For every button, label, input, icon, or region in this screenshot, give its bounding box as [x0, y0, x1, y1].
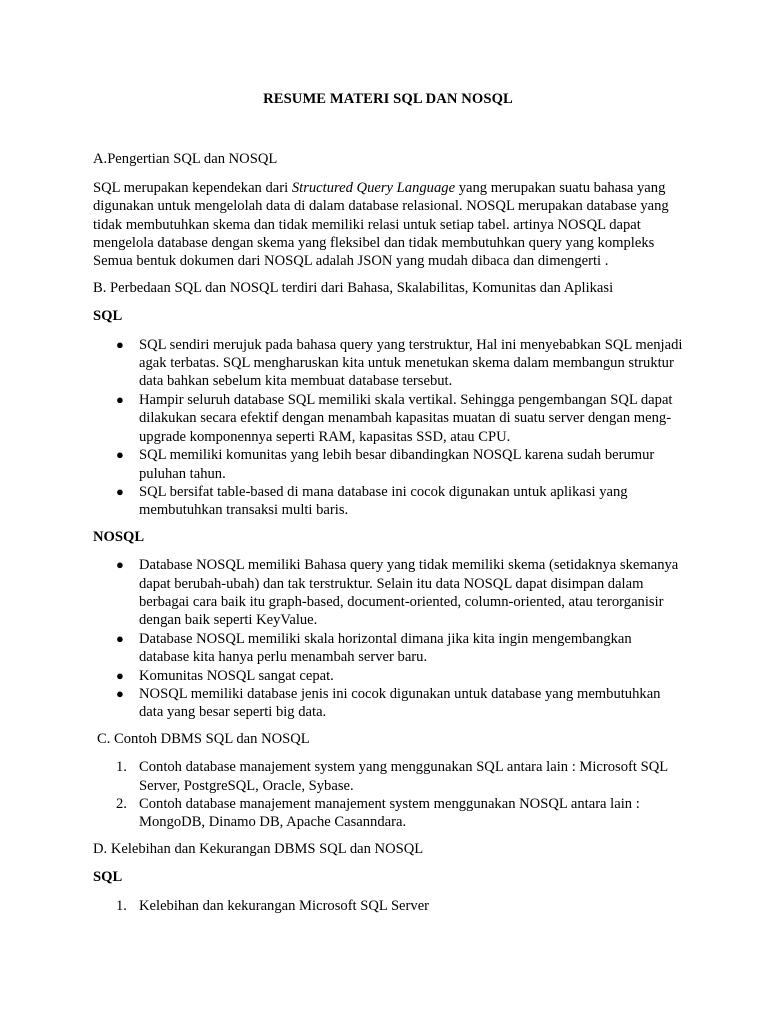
list-item-text: Contoh database manajement manajement system menggunakan NOSQL antara lain : MongoDB, Dinamo DB, Apache Casanndara. [139, 796, 640, 831]
list-item [93, 795, 683, 832]
bullet-icon: ● [116, 685, 124, 701]
bullet-icon: ● [116, 630, 124, 646]
list-number: 1. [116, 759, 127, 776]
section-b-nosql-label: NOSQL [93, 528, 145, 545]
bullet-icon: ● [116, 447, 124, 463]
section-a-text-1: SQL merupakan kependekan dari [93, 179, 292, 196]
document-title: RESUME MATERI SQL DAN NOSQL [263, 91, 513, 107]
list-item-text: Database NOSQL memiliki skala horizontal dimana jika kita ingin mengembangkan database kita hanya perlu menambah server baru. [139, 630, 632, 666]
nosql-bullet-list [93, 556, 683, 722]
sql-bullet-list [93, 336, 683, 520]
list-item-text: Komunitas NOSQL sangat cepat. [139, 667, 334, 684]
list-item [93, 630, 683, 667]
list-item [93, 897, 683, 915]
list-item [93, 446, 683, 483]
document-page [93, 90, 683, 923]
list-item [93, 667, 683, 685]
bullet-icon: ● [116, 483, 124, 499]
list-item-text: NOSQL memiliki database jenis ini cocok digunakan untuk database yang membutuhkan data yang besar seperti big data. [139, 685, 661, 721]
list-number: 1. [116, 897, 127, 914]
bullet-icon: ● [116, 391, 124, 407]
section-a-italic: Structured Query Language [291, 179, 456, 196]
list-item-text: Kelebihan dan kekurangan Microsoft SQL Server [139, 897, 430, 914]
list-item-text: Contoh database manajement system yang menggunakan SQL antara lain : Microsoft SQL Server, PostgreSQL, Oracle, Sybase. [139, 759, 668, 794]
list-item [93, 336, 683, 391]
list-item [93, 556, 683, 630]
list-item-text: SQL memiliki komunitas yang lebih besar dibandingkan NOSQL karena sudah berumur puluhan tahun. [139, 447, 655, 482]
section-a-paragraph [93, 179, 683, 271]
list-item [93, 391, 683, 446]
section-d-heading: D. Kelebihan dan Kekurangan DBMS SQL dan NOSQL [93, 840, 424, 857]
list-item-text: Hampir seluruh database SQL memiliki skala vertikal. Sehingga pengembangan SQL dapat dilakukan secara efektif dengan menambah kapasitas muatan di suatu server dengan meng-upgrade komponennya seperti RAM, kapasitas SSD, atau CPU. [139, 391, 673, 445]
section-c-numbered-list [93, 758, 683, 832]
section-b-heading: B. Perbedaan SQL dan NOSQL terdiri dari Bahasa, Skalabilitas, Komunitas dan Aplikasi [93, 279, 614, 296]
list-item-text: SQL bersifat table-based di mana database ini cocok digunakan untuk aplikasi yang membutuhkan transaksi multi baris. [139, 483, 628, 519]
section-a-heading: A.Pengertian SQL dan NOSQL [93, 151, 278, 168]
bullet-icon: ● [116, 667, 124, 683]
bullet-icon: ● [116, 336, 124, 352]
section-b-sql-label: SQL [93, 308, 123, 325]
list-number: 2. [116, 796, 127, 812]
section-c-heading: C. Contoh DBMS SQL dan NOSQL [97, 730, 310, 747]
list-item-text: SQL sendiri merujuk pada bahasa query yang terstruktur, Hal ini menyebabkan SQL menjadi agak terbatas. SQL mengharuskan kita untuk menetukan skema dalam membangun struktur data bahkan sebelum kita membuat database tersebut. [139, 336, 683, 390]
section-a-text-2: yang merupakan suatu bahasa yang digunakan untuk mengelolah data di dalam database relasional. NOSQL merupakan database yang tidak membutuhkan skema dan tidak memiliki relasi untuk setiap tabel. artinya NOSQL dapat mengelola database dengan skema yang fleksibel dan tidak membutuhkan query yang kompleks Semua bentuk dokumen dari NOSQL adalah JSON yang mudah dibaca dan dimengerti . [93, 179, 669, 270]
list-item [93, 758, 683, 795]
section-d-sql-label: SQL [93, 869, 123, 886]
section-d-numbered-list [93, 897, 683, 915]
list-item-text: Database NOSQL memiliki Bahasa query yang tidak memiliki skema (setidaknya skemanya dapat berubah-ubah) dan tak terstruktur. Selain itu data NOSQL dapat disimpan dalam berbagai cara baik itu graph-based, document-oriented, column-oriented, atau terorganisir dengan baik seperti KeyValue. [139, 557, 679, 629]
list-item [93, 685, 683, 722]
bullet-icon: ● [116, 557, 124, 573]
list-item [93, 483, 683, 520]
